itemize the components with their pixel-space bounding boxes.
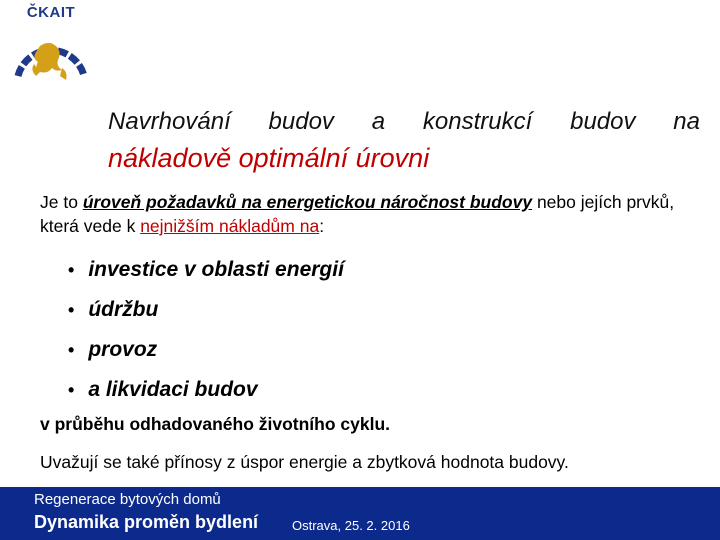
footer-subtitle: Regenerace bytových domů <box>34 491 221 508</box>
bullet-list <box>68 250 344 410</box>
benefits-note: Uvažují se také přínosy z úspor energie a zbytková hodnota budovy. <box>40 452 569 472</box>
bullet-text: investice v oblasti energií <box>88 258 344 281</box>
bullet-item <box>68 290 344 330</box>
footer-bar <box>0 487 720 540</box>
bullet-item <box>68 370 344 410</box>
ckait-logo <box>10 4 92 90</box>
intro-highlight: nejnižším nákladům na <box>140 216 320 236</box>
intro-emphasis: úroveň požadavků na energetickou náročnost budovy <box>82 192 533 212</box>
footer-title: Dynamika proměn bydlení <box>34 512 259 532</box>
bullet-text: a likvidaci budov <box>88 378 258 401</box>
slide-title-line2: nákladově optimální úrovni <box>108 143 430 173</box>
bullet-icon: • <box>68 379 75 400</box>
logo-text: ČKAIT <box>26 4 76 21</box>
footer-date: Ostrava, 25. 2. 2016 <box>292 518 410 533</box>
intro-text-3: : <box>319 216 325 236</box>
bullet-icon: • <box>68 259 75 280</box>
intro-paragraph <box>40 190 705 238</box>
slide-title-line1: Navrhování budov a konstrukcí budov na <box>108 108 700 135</box>
bullet-icon: • <box>68 299 75 320</box>
bullet-icon: • <box>68 339 75 360</box>
lifecycle-note: v průběhu odhadovaného životního cyklu. <box>40 414 391 434</box>
intro-text-1: Je to <box>40 192 83 212</box>
bullet-text: údržbu <box>88 298 159 321</box>
bullet-item <box>68 330 344 370</box>
bullet-item <box>68 250 344 290</box>
bullet-text: provoz <box>88 338 158 361</box>
intro-text-2: nebo jejích prvků, která vede k <box>40 192 675 236</box>
lion-emblem-icon <box>10 24 92 90</box>
